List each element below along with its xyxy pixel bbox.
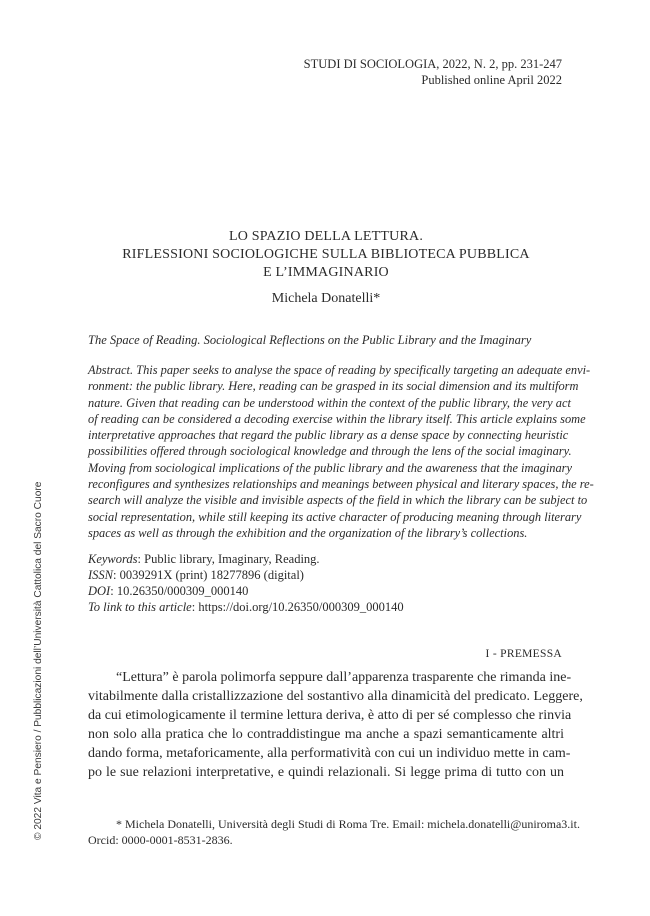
published-date: Published online April 2022	[421, 73, 562, 87]
issn-value: : 0039291X (print) 18277896 (digital)	[113, 568, 304, 582]
article-link-row	[88, 599, 564, 615]
doi-value: : 10.26350/000309_000140	[110, 584, 249, 598]
doi-label: DOI	[88, 584, 111, 598]
journal-citation: STUDI DI SOCIOLOGIA, 2022, N. 2, pp. 231-247	[303, 57, 562, 71]
abstract-line: spaces as well as through the exhibition and the organization of the library’s collections.	[88, 525, 528, 540]
doi-row	[88, 583, 564, 599]
abstract-line: nature. Given that reading can be understood within the context of the public library, the very act	[88, 395, 571, 410]
abstract-line: interpretative approaches that regard the public library as a dense space by connecting heuristic	[88, 428, 569, 443]
abstract-line: of reading can be considered a decoding exercise within the library itself. This article explains some	[88, 411, 586, 426]
title-line: E L’IMMAGINARIO	[263, 265, 389, 280]
abstract	[88, 362, 594, 541]
footnote-line: Orcid: 0000-0001-8531-2836.	[88, 832, 233, 847]
body-paragraph	[88, 668, 583, 782]
keywords-label: Keywords	[88, 552, 138, 566]
english-title: The Space of Reading. Sociological Reflections on the Public Library and the Imaginary	[88, 333, 532, 347]
article-link-label: To link to this article	[88, 600, 192, 614]
footnote	[88, 817, 580, 848]
abstract-line: Moving from sociological implications of the public library and the awareness that the imaginary	[88, 460, 572, 475]
issn-label: ISSN	[88, 568, 113, 582]
body-line: non solo alla pratica che lo contraddistingue ma anche a spazi semanticamente altri	[88, 727, 564, 742]
title-line: RIFLESSIONI SOCIOLOGICHE SULLA BIBLIOTECA PUBBLICA	[122, 247, 530, 262]
body-line: da cui etimologicamente il termine lettura deriva, è atto di per sé complesso che rinvia	[88, 708, 572, 723]
issn-row	[88, 567, 564, 583]
body-line: dando forma, metaforicamente, alla performatività con cui un individuo mette in cam-	[88, 746, 571, 761]
abstract-line: Abstract. This paper seeks to analyse the space of reading by specifically targeting an adequate envi-	[88, 363, 591, 377]
abstract-line: social representation, while still keeping its active character of producing meaning through literary	[88, 509, 582, 524]
keywords-row	[88, 551, 564, 567]
abstract-line: possibilities offered through sociological knowledge and through the lens of the social imaginary.	[88, 444, 572, 459]
title-line: LO SPAZIO DELLA LETTURA.	[228, 229, 424, 244]
body-line: vitabilmente dalla cristallizzazione del sostantivo alla dinamicità del predicato. Leggere,	[88, 689, 583, 704]
author-name: Michela Donatelli*	[271, 291, 381, 306]
article-title	[88, 228, 564, 282]
keywords-value: : Public library, Imaginary, Reading.	[137, 552, 320, 566]
abstract-line: ronment: the public library. Here, reading can be grasped in its social dimension and its multiform	[88, 379, 579, 394]
article-metadata	[88, 551, 564, 615]
abstract-line: search will analyze the visible and invisible aspects of the field in which the library can be subject to	[88, 493, 588, 508]
section-heading: I - PREMESSA	[485, 648, 562, 660]
article-link-value[interactable]: : https://doi.org/10.26350/000309_000140	[191, 600, 404, 614]
copyright-notice: © 2022 Vita e Pensiero / Pubblicazioni dell’Università Cattolica del Sacro Cuore	[33, 481, 44, 840]
body-line: “Lettura” è parola polimorfa seppure dall’apparenza trasparente che rimanda ine-	[116, 670, 572, 685]
abstract-line: reconfigures and synthesizes relationships and meanings between physical and literary spaces, the re-	[88, 477, 594, 492]
footnote-line: * Michela Donatelli, Università degli Studi di Roma Tre. Email: michela.donatelli@uniroma3.it.	[116, 817, 580, 831]
body-line: po le sue relazioni interpretative, e quindi relazionali. Si legge prima di tutto con un	[88, 765, 564, 780]
